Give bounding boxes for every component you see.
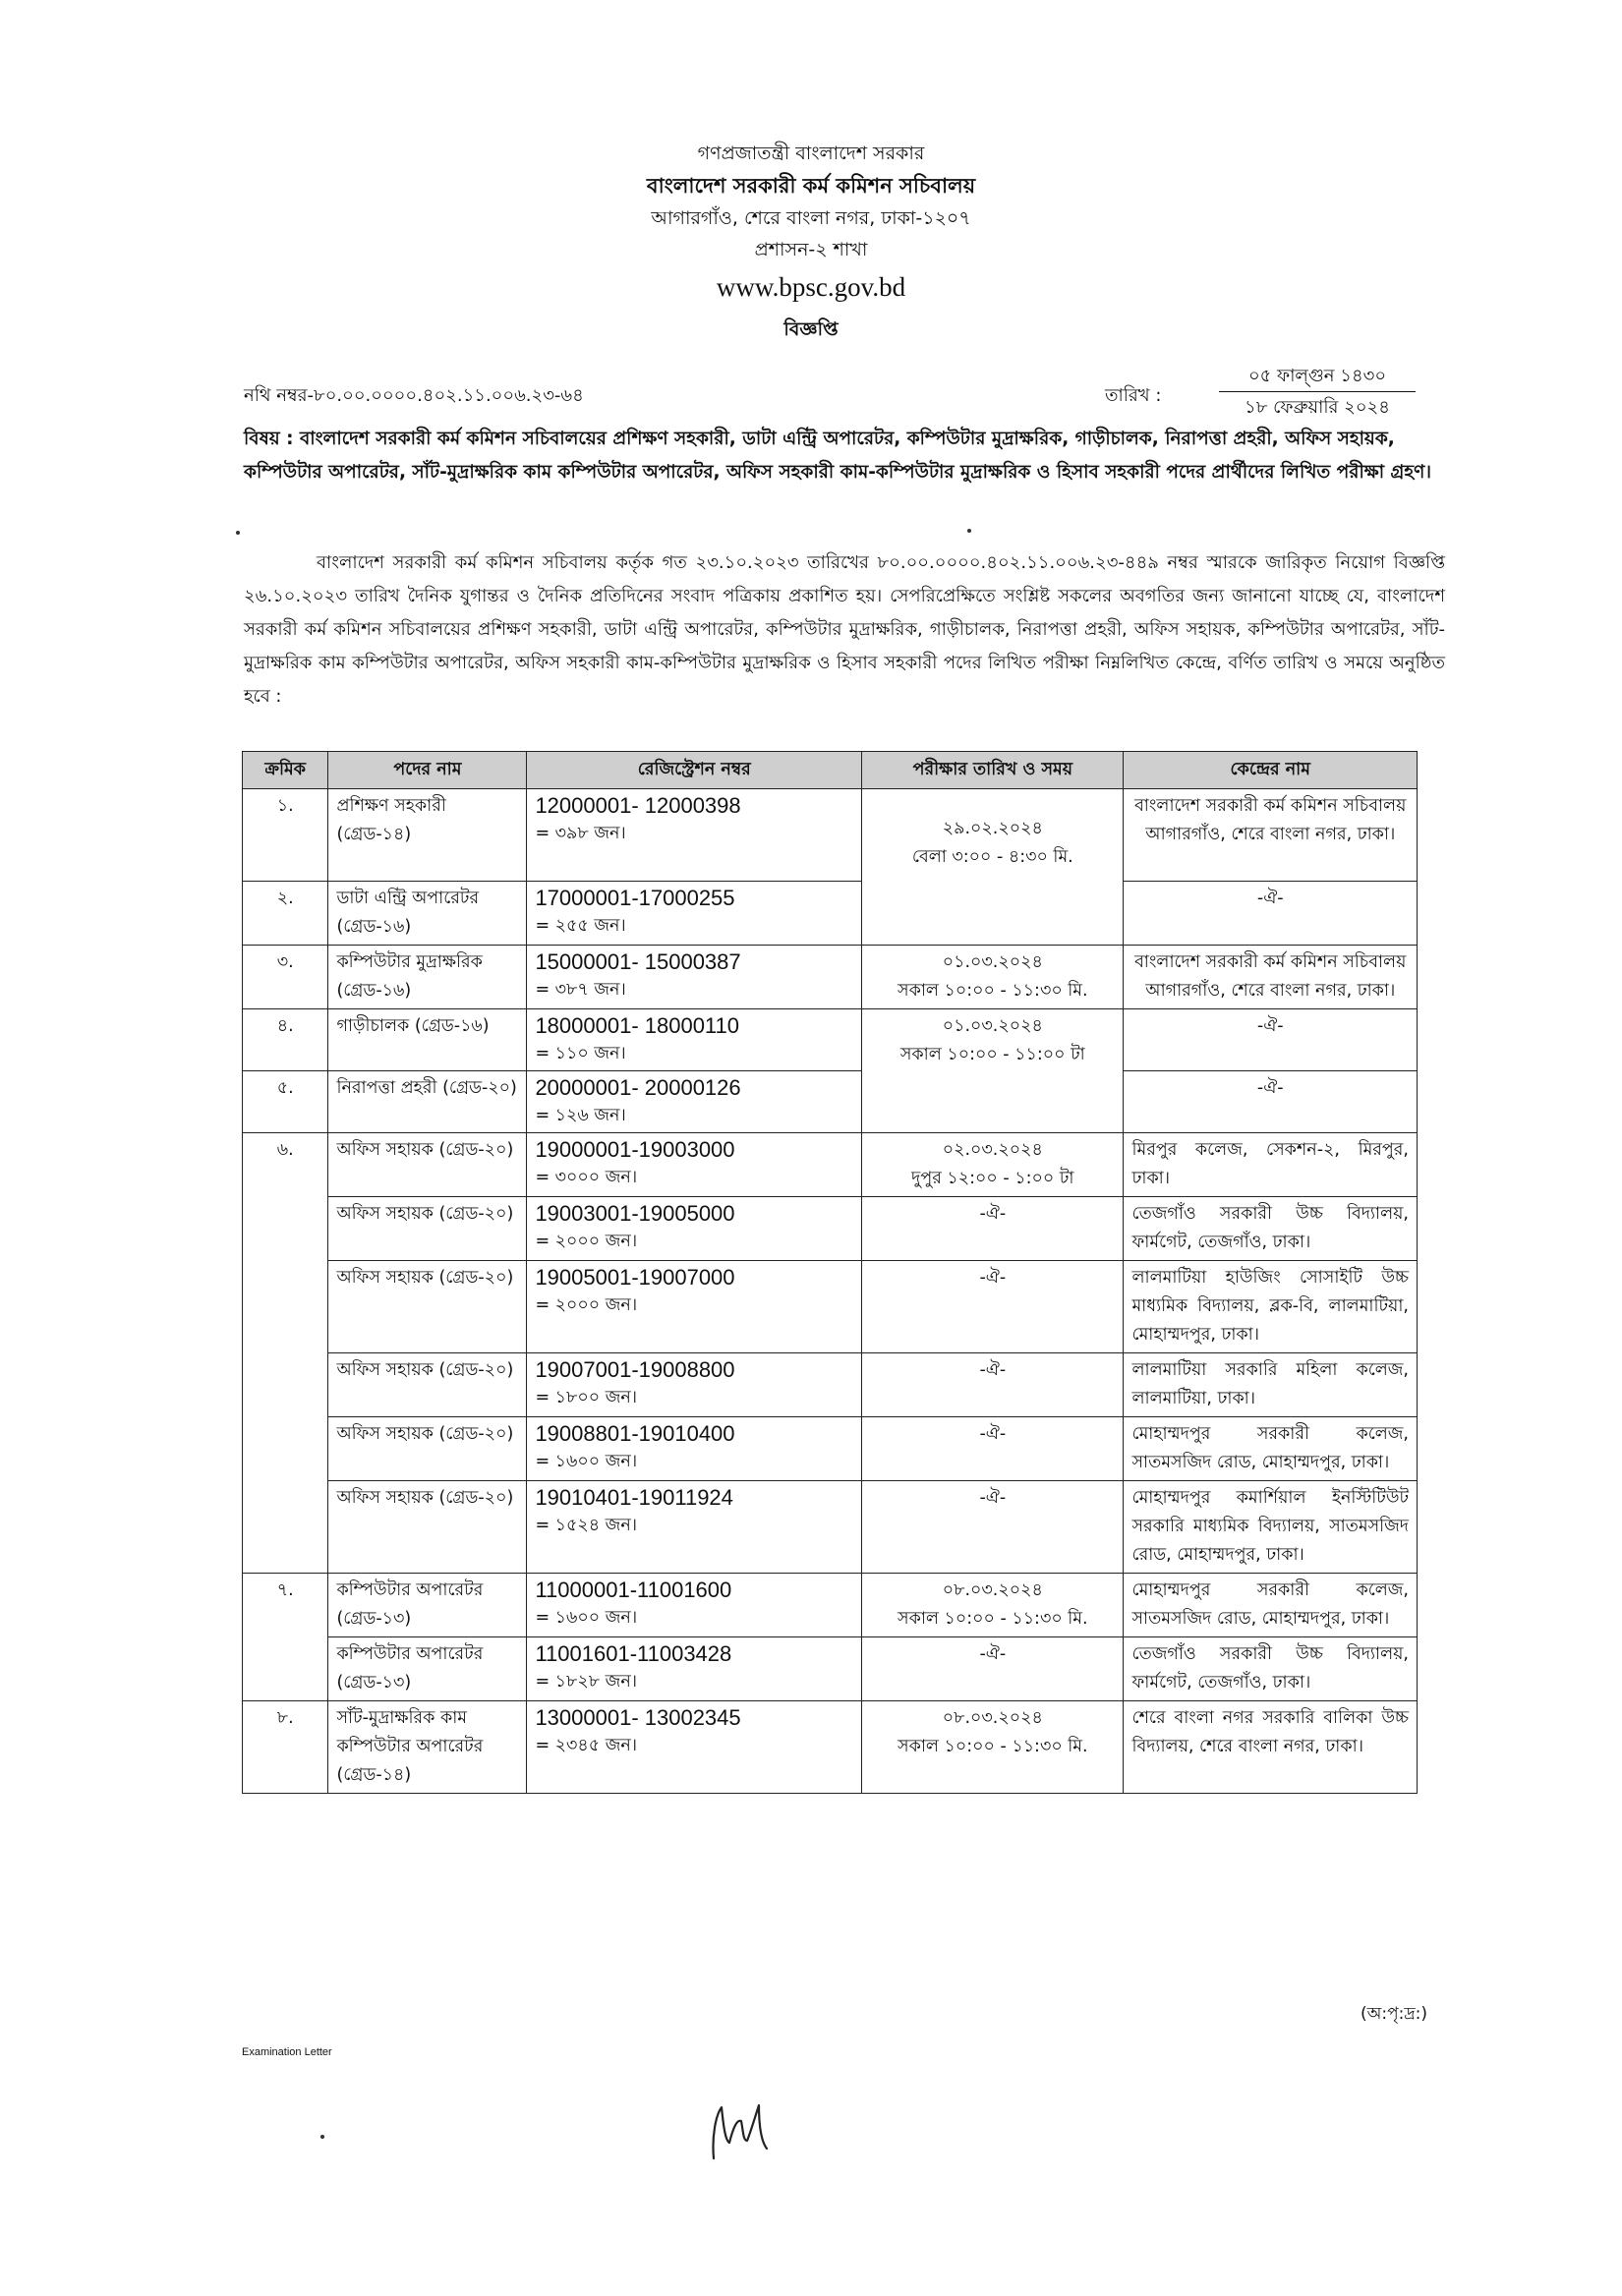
exam-date: ০২.০৩.২০২৪ [942,1140,1043,1160]
date-english: ১৮ ফেব্রুয়ারি ২০২৪ [1245,397,1390,418]
date-label: তারিখ : [1105,385,1162,406]
center-cell: মিরপুর কলেজ, সেকশন-২, মিরপুর, ঢাকা। [1124,1133,1418,1197]
registration-range: 20000001- 20000126 [535,1075,741,1100]
continued-note: (অ:পৃ:দ্র:) [1361,2004,1428,2024]
post-cell: অফিস সহায়ক (গ্রেড-২০) [328,1261,527,1353]
registration-cell [527,1574,862,1637]
exam-time: সকাল ১০:০০ - ১১:৩০ মি. [898,1609,1088,1629]
table-row [243,1133,1418,1197]
exam-schedule-table [242,751,1418,1794]
date-block [1219,362,1416,424]
center-cell: মোহাম্মদপুর সরকারী কলেজ, সাতমসজিদ রোড, মোহাম্মদপুর, ঢাকা। [1124,1417,1418,1481]
address-line: আগারগাঁও, শেরে বাংলা নগর, ঢাকা-১২০৭ [651,207,971,229]
registration-cell [527,1133,862,1197]
website-link[interactable]: www.bpsc.gov.bd [716,272,906,302]
registration-cell [527,1197,862,1261]
serial-cell: ২. [243,882,328,946]
candidate-count: = ১৮০০ জন। [535,1388,638,1407]
candidate-count: = ৩০০০ জন। [535,1168,638,1187]
serial-cell: ৭. [243,1574,328,1701]
registration-cell [527,1417,862,1481]
header-date-time: পরীক্ষার তারিখ ও সময় [862,752,1124,789]
registration-range: 11000001-11001600 [535,1578,732,1602]
signature-mark [708,2097,773,2166]
table-row [243,1261,1418,1353]
serial-cell: ১. [243,789,328,882]
table-row [243,789,1418,882]
table-row [243,1574,1418,1637]
date-cell: -ঐ- [862,1197,1124,1261]
exam-date: ২৯.০২.২০২৪ [942,819,1043,838]
center-cell: -ঐ- [1124,1071,1418,1133]
post-cell: কম্পিউটার অপারেটর (গ্রেড-১৩) [328,1574,527,1637]
candidate-count: = ৩৯৮ জন। [535,824,626,843]
date-cell: -ঐ- [862,1417,1124,1481]
date-cell [862,1133,1124,1197]
date-cell: -ঐ- [862,1353,1124,1417]
center-cell: লালমাটিয়া সরকারি মহিলা কলেজ, লালমাটিয়া, ঢাকা। [1124,1353,1418,1417]
post-cell: কম্পিউটার অপারেটর (গ্রেড-১৩) [328,1637,527,1701]
table-header-row [243,752,1418,789]
post-cell: অফিস সহায়ক (গ্রেড-২০) [328,1417,527,1481]
center-cell: বাংলাদেশ সরকারী কর্ম কমিশন সচিবালয় আগারগাঁও, শেরে বাংলা নগর, ঢাকা। [1124,946,1418,1009]
candidate-count: = ১৬০০ জন। [535,1608,638,1628]
registration-range: 18000001- 18000110 [535,1013,740,1038]
center-cell: মোহাম্মদপুর সরকারী কলেজ, সাতমসজিদ রোড, মোহাম্মদপুর, ঢাকা। [1124,1574,1418,1637]
exam-date: ০৮.০৩.২০২৪ [942,1580,1043,1600]
center-cell: মোহাম্মদপুর কমার্শিয়াল ইনস্টিটিউট সরকারি মাধ্যমিক বিদ্যালয়, সাতমসজিদ রোড, মোহাম্মদপুর, ঢাকা। [1124,1481,1418,1574]
scan-speck [967,529,971,533]
exam-date: ০১.০৩.২০২৪ [942,952,1043,972]
table-row [243,946,1418,1009]
table-row [243,1481,1418,1574]
center-cell: তেজগাঁও সরকারী উচ্চ বিদ্যালয়, ফার্মগেট, তেজগাঁও, ঢাকা। [1124,1197,1418,1261]
header-serial: ক্রমিক [243,752,328,789]
post-cell: সাঁট-মুদ্রাক্ষরিক কাম কম্পিউটার অপারেটর (গ্রেড-১৪) [328,1701,527,1794]
post-cell: নিরাপত্তা প্রহরী (গ্রেড-২০) [328,1071,527,1133]
date-cell [862,946,1124,1009]
center-cell: তেজগাঁও সরকারী উচ্চ বিদ্যালয়, ফার্মগেট, তেজগাঁও, ঢাকা। [1124,1637,1418,1701]
date-bangla: ০৫ ফাল্গুন ১৪৩০ [1219,362,1416,392]
registration-range: 19005001-19007000 [535,1265,735,1290]
date-cell [862,1574,1124,1637]
serial-cell: ৮. [243,1701,328,1794]
registration-range: 15000001- 15000387 [535,949,741,974]
header-registration: রেজিস্ট্রেশন নম্বর [527,752,862,789]
table-row [243,882,1418,946]
registration-cell [527,946,862,1009]
registration-range: 19008801-19010400 [535,1421,735,1446]
center-cell: শেরে বাংলা নগর সরকারি বালিকা উচ্চ বিদ্যালয়, শেরে বাংলা নগর, ঢাকা। [1124,1701,1418,1794]
table-row [243,1701,1418,1794]
date-cell: -ঐ- [862,1261,1124,1353]
exam-time: সকাল ১০:০০ - ১১:৩০ মি. [898,1737,1088,1756]
registration-cell [527,1071,862,1133]
table-row [243,1353,1418,1417]
scan-speck [320,2135,324,2139]
exam-date: ০১.০৩.২০২৪ [942,1016,1043,1036]
registration-cell [527,1261,862,1353]
post-cell: অফিস সহায়ক (গ্রেড-২০) [328,1133,527,1197]
exam-time: সকাল ১০:০০ - ১১:০০ টা [899,1045,1085,1064]
table-row [243,1197,1418,1261]
body-paragraph: বাংলাদেশ সরকারী কর্ম কমিশন সচিবালয় কর্তৃক গত ২৩.১০.২০২৩ তারিখের ৮০.০০.০০০০.৪০২.১১.০০৬.২৩-৪৪৯ নম্বর স্মারকে জারিকৃত নিয়োগ বিজ্ঞপ্তি ২৬.১০.২০২৩ তারিখ দৈনিক যুগান্তর ও দৈনিক প্রতিদিনের সংবাদ পত্রিকায় প্রকাশিত হয়। সেপরিপ্রেক্ষিতে সংশ্লিষ্ট সকলের অবগতির জন্য জানানো যাচ্ছে যে, বাংলাদেশ সরকারী কর্ম কমিশন সচিবালয়ের প্রশিক্ষণ সহকারী, ডাটা এন্ট্রি অপারেটর, কম্পিউটার মুদ্রাক্ষরিক, গাড়ীচালক, নিরাপত্তা প্রহরী, অফিস সহায়ক, কম্পিউটার অপারেটর, সাঁট-মুদ্রাক্ষরিক কাম কম্পিউটার অপারেটর, অফিস সহকারী কাম-কম্পিউটার মুদ্রাক্ষরিক ও হিসাব সহকারী পদের লিখিত পরীক্ষা নিম্নলিখিত কেন্দ্রে, বর্ণিত তারিখ ও সময়ে অনুষ্ঠিত হবে : [244,552,1445,707]
center-cell: -ঐ- [1124,882,1418,946]
memo-number: নথি নম্বর-৮০.০০.০০০০.৪০২.১১.০০৬.২৩-৬৪ [244,385,584,406]
table-row [243,1009,1418,1071]
candidate-count: = ১৬০০ জন। [535,1452,638,1471]
candidate-count: = ২০০০ জন। [535,1295,638,1315]
registration-cell [527,882,862,946]
candidate-count: = ১৫২৪ জন। [535,1516,638,1535]
registration-cell [527,1481,862,1574]
registration-cell [527,1353,862,1417]
registration-range: 19003001-19005000 [535,1201,735,1226]
exam-time: সকাল ১০:০০ - ১১:৩০ মি. [898,981,1088,1001]
registration-range: 11001601-11003428 [535,1641,732,1666]
footer-note: Examination Letter [242,2046,332,2058]
post-cell: কম্পিউটার মুদ্রাক্ষরিক (গ্রেড-১৬) [328,946,527,1009]
candidate-count: = ৩৮৭ জন। [535,980,626,1000]
date-cell [862,789,1124,946]
registration-cell [527,1701,862,1794]
registration-cell [527,789,862,882]
post-cell: গাড়ীচালক (গ্রেড-১৬) [328,1009,527,1071]
registration-range: 19010401-19011924 [535,1485,733,1510]
registration-range: 19000001-19003000 [535,1137,735,1162]
exam-date: ০৮.০৩.২০২৪ [942,1708,1043,1728]
organization-name: বাংলাদেশ সরকারী কর্ম কমিশন সচিবালয় [646,174,976,198]
serial-cell: ৪. [243,1009,328,1071]
candidate-count: = ২৩৪৫ জন। [535,1736,638,1755]
header-center: কেন্দ্রের নাম [1124,752,1418,789]
table-row [243,1637,1418,1701]
scan-speck [236,531,240,535]
registration-cell [527,1009,862,1071]
serial-cell: ৫. [243,1071,328,1133]
candidate-count: = ১২৬ জন। [535,1106,626,1125]
subject-line: বিষয় : বাংলাদেশ সরকারী কর্ম কমিশন সচিবালয়ের প্রশিক্ষণ সহকারী, ডাটা এন্ট্রি অপারেটর, কম্পিউটার মুদ্রাক্ষরিক, গাড়ীচালক, নিরাপত্তা প্রহরী, অফিস সহায়ক, কম্পিউটার অপারেটর, সাঁট-মুদ্রাক্ষরিক কাম কম্পিউটার অপারেটর, অফিস সহকারী কাম-কম্পিউটার মুদ্রাক্ষরিক ও হিসাব সহকারী পদের প্রার্থীদের লিখিত পরীক্ষা গ্রহণ। [244,429,1431,483]
header-post: পদের নাম [328,752,527,789]
post-cell: অফিস সহায়ক (গ্রেড-২০) [328,1353,527,1417]
exam-time: দুপুর ১২:০০ - ১:০০ টা [911,1169,1074,1188]
date-cell: -ঐ- [862,1637,1124,1701]
candidate-count: = ১৮২৮ জন। [535,1672,638,1692]
center-cell: বাংলাদেশ সরকারী কর্ম কমিশন সচিবালয় আগারগাঁও, শেরে বাংলা নগর, ঢাকা। [1124,789,1418,882]
government-line: গণপ্রজাতন্ত্রী বাংলাদেশ সরকার [697,143,925,164]
candidate-count: = ১১০ জন। [535,1044,626,1063]
registration-range: 19007001-19008800 [535,1357,735,1382]
center-cell: লালমাটিয়া হাউজিং সোসাইটি উচ্চ মাধ্যমিক বিদ্যালয়, ব্লক-বি, লালমাটিয়া, মোহাম্মদপুর, ঢাকা। [1124,1261,1418,1353]
post-cell: ডাটা এন্ট্রি অপারেটর (গ্রেড-১৬) [328,882,527,946]
notice-title: বিজ্ঞপ্তি [783,318,839,340]
exam-time: বেলা ৩:০০ - ৪:৩০ মি. [911,847,1073,867]
registration-range: 13000001- 13002345 [535,1705,741,1730]
registration-range: 12000001- 12000398 [535,793,741,818]
post-cell: অফিস সহায়ক (গ্রেড-২০) [328,1197,527,1261]
registration-range: 17000001-17000255 [535,886,735,910]
post-cell: অফিস সহায়ক (গ্রেড-২০) [328,1481,527,1574]
date-cell: -ঐ- [862,1481,1124,1574]
branch-line: প্রশাসন-২ শাখা [754,239,868,260]
candidate-count: = ২০০০ জন। [535,1232,638,1251]
table-row [243,1417,1418,1481]
post-cell: প্রশিক্ষণ সহকারী (গ্রেড-১৪) [328,789,527,882]
date-cell [862,1701,1124,1794]
candidate-count: = ২৫৫ জন। [535,916,626,936]
table-row [243,1071,1418,1133]
registration-cell [527,1637,862,1701]
letterhead [0,138,1622,350]
center-cell: -ঐ- [1124,1009,1418,1071]
serial-cell: ৩. [243,946,328,1009]
serial-cell: ৬. [243,1133,328,1574]
date-cell [862,1009,1124,1133]
